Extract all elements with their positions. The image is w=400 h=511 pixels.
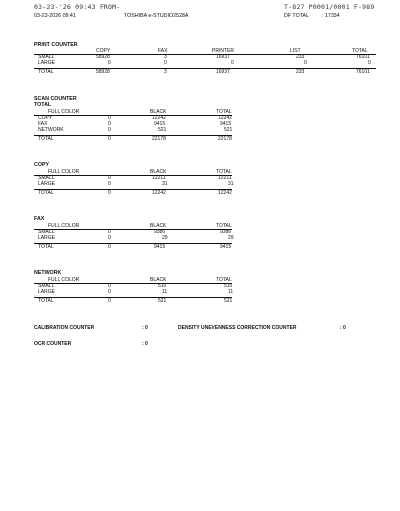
column-header: TOTAL — [216, 277, 232, 283]
fax-header-right: T-827 P0001/0001 F-989 — [284, 3, 375, 11]
row-label: LARGE — [38, 235, 55, 241]
table-cell: 9415 — [220, 121, 232, 127]
divider — [34, 283, 232, 284]
row-label: LARGE — [38, 181, 55, 187]
column-header: FULL COLOR — [48, 277, 80, 283]
column-header: TOTAL — [216, 223, 232, 229]
table-cell: 9386 — [154, 229, 166, 235]
table-row — [34, 289, 376, 295]
print-counter-table — [34, 48, 376, 75]
table-cell: 16937 — [216, 54, 230, 60]
divider — [34, 54, 376, 55]
copy-section-title: COPY — [34, 162, 50, 168]
table-cell: 0 — [108, 190, 111, 196]
table-cell: 22178 — [152, 136, 166, 142]
scan-counter-title: SCAN COUNTER — [34, 96, 77, 102]
table-cell: 9415 — [220, 244, 232, 250]
row-label: SMALL — [38, 175, 55, 181]
scan-counter-table — [34, 109, 376, 142]
ocr-counter-value: : 0 — [142, 341, 148, 347]
column-header: FULL COLOR — [48, 109, 80, 115]
table-cell: 0 — [108, 229, 111, 235]
row-label: SMALL — [38, 54, 55, 60]
table-cell: 12211 — [218, 175, 232, 181]
column-header: BLACK — [150, 169, 167, 175]
table-cell: 76101 — [356, 69, 370, 75]
divider — [34, 229, 232, 230]
table-cell: 0 — [164, 60, 167, 66]
table-total-row — [34, 298, 376, 304]
calibration-counter-label: CALIBRATION COUNTER — [34, 325, 95, 331]
row-label: SMALL — [38, 283, 55, 289]
table-cell: 9415 — [154, 121, 166, 127]
report-datetime: 03-23-2026 09:41 — [34, 13, 76, 19]
column-header: BLACK — [150, 277, 167, 283]
row-label: TOTAL — [38, 136, 54, 142]
fax-section-title: FAX — [34, 216, 45, 222]
density-correction-counter-label: DENSITY UNEVENNESS CORRECTION COUNTER — [178, 325, 297, 331]
table-cell: 510 — [158, 283, 167, 289]
divider — [34, 297, 232, 298]
table-cell: 58928 — [96, 54, 110, 60]
row-label: TOTAL — [38, 69, 54, 75]
table-cell: 0 — [108, 175, 111, 181]
table-cell: 0 — [108, 283, 111, 289]
table-cell: 0 — [368, 60, 371, 66]
copy-table — [34, 169, 376, 196]
column-header: FAX — [158, 48, 168, 54]
divider — [34, 189, 232, 190]
table-cell: 22178 — [218, 136, 232, 142]
table-cell: 3 — [164, 69, 167, 75]
table-cell: 3 — [164, 54, 167, 60]
network-table — [34, 277, 376, 304]
table-cell: 0 — [108, 289, 111, 295]
table-cell: 31 — [162, 181, 168, 187]
scan-counter-subtitle: TOTAL — [34, 102, 52, 108]
table-total-row — [34, 244, 376, 250]
table-cell: 0 — [108, 115, 111, 121]
divider — [34, 243, 232, 244]
table-row — [34, 60, 376, 66]
table-cell: 510 — [224, 283, 233, 289]
divider — [34, 175, 232, 176]
table-cell: 0 — [108, 235, 111, 241]
table-cell: 0 — [108, 244, 111, 250]
table-cell: 0 — [304, 60, 307, 66]
table-cell: 12242 — [218, 190, 232, 196]
table-cell: 233 — [296, 69, 305, 75]
column-header: LIST — [290, 48, 301, 54]
divider — [34, 68, 376, 69]
table-cell: 31 — [228, 181, 234, 187]
table-cell: 11 — [162, 289, 168, 295]
table-cell: 12242 — [152, 115, 166, 121]
table-cell: 521 — [158, 127, 167, 133]
table-row — [34, 235, 376, 241]
divider — [34, 135, 232, 136]
density-correction-counter-value: : 0 — [340, 325, 346, 331]
column-header: BLACK — [150, 223, 167, 229]
column-header: COPY — [96, 48, 111, 54]
fax-table — [34, 223, 376, 250]
row-label: NETWORK — [38, 127, 64, 133]
table-cell: 16937 — [216, 69, 230, 75]
row-label: LARGE — [38, 289, 55, 295]
table-cell: 0 — [108, 181, 111, 187]
calibration-counter-value: : 0 — [142, 325, 148, 331]
ocr-counter-label: OCR COUNTER — [34, 341, 72, 347]
table-cell: 9386 — [220, 229, 232, 235]
table-cell: 12242 — [152, 190, 166, 196]
table-cell: 0 — [108, 60, 111, 66]
fax-header-left: 03-23-'26 09:43 FROM- — [34, 3, 121, 11]
network-section-title: NETWORK — [34, 270, 62, 276]
table-cell: 0 — [108, 298, 111, 304]
device-model: TOSHIBA e-STUDIO2528A — [124, 13, 189, 19]
table-cell: 233 — [296, 54, 305, 60]
column-header: TOTAL — [352, 48, 368, 54]
column-header: TOTAL — [216, 109, 232, 115]
table-cell: 9415 — [154, 244, 166, 250]
df-total-label: DF TOTAL — [284, 13, 310, 19]
table-cell: 29 — [228, 235, 234, 241]
column-header: FULL COLOR — [48, 169, 80, 175]
table-row — [34, 127, 376, 133]
table-total-row — [34, 136, 376, 142]
row-label: FAX — [38, 121, 48, 127]
row-label: TOTAL — [38, 190, 54, 196]
df-total-value: : 17334 — [322, 13, 340, 19]
print-counter-title: PRINT COUNTER — [34, 42, 78, 48]
table-total-row — [34, 69, 376, 75]
table-cell: 12211 — [152, 175, 166, 181]
row-label: SMALL — [38, 229, 55, 235]
table-cell: 11 — [228, 289, 234, 295]
table-cell: 58928 — [96, 69, 110, 75]
table-row — [34, 181, 376, 187]
table-cell: 12242 — [218, 115, 232, 121]
table-cell: 0 — [108, 136, 111, 142]
column-header: FULL COLOR — [48, 223, 80, 229]
table-cell: 0 — [231, 60, 234, 66]
table-cell: 29 — [162, 235, 168, 241]
column-header: BLACK — [150, 109, 167, 115]
row-label: TOTAL — [38, 298, 54, 304]
row-label: TOTAL — [38, 244, 54, 250]
row-label: COPY — [38, 115, 53, 121]
table-cell: 521 — [224, 298, 233, 304]
row-label: LARGE — [38, 60, 55, 66]
table-cell: 521 — [158, 298, 167, 304]
column-header: PRINTER — [212, 48, 234, 54]
table-cell: 0 — [108, 121, 111, 127]
divider — [34, 115, 232, 116]
table-cell: 521 — [224, 127, 233, 133]
table-cell: 0 — [108, 127, 111, 133]
table-total-row — [34, 190, 376, 196]
column-header: TOTAL — [216, 169, 232, 175]
table-cell: 76101 — [356, 54, 370, 60]
